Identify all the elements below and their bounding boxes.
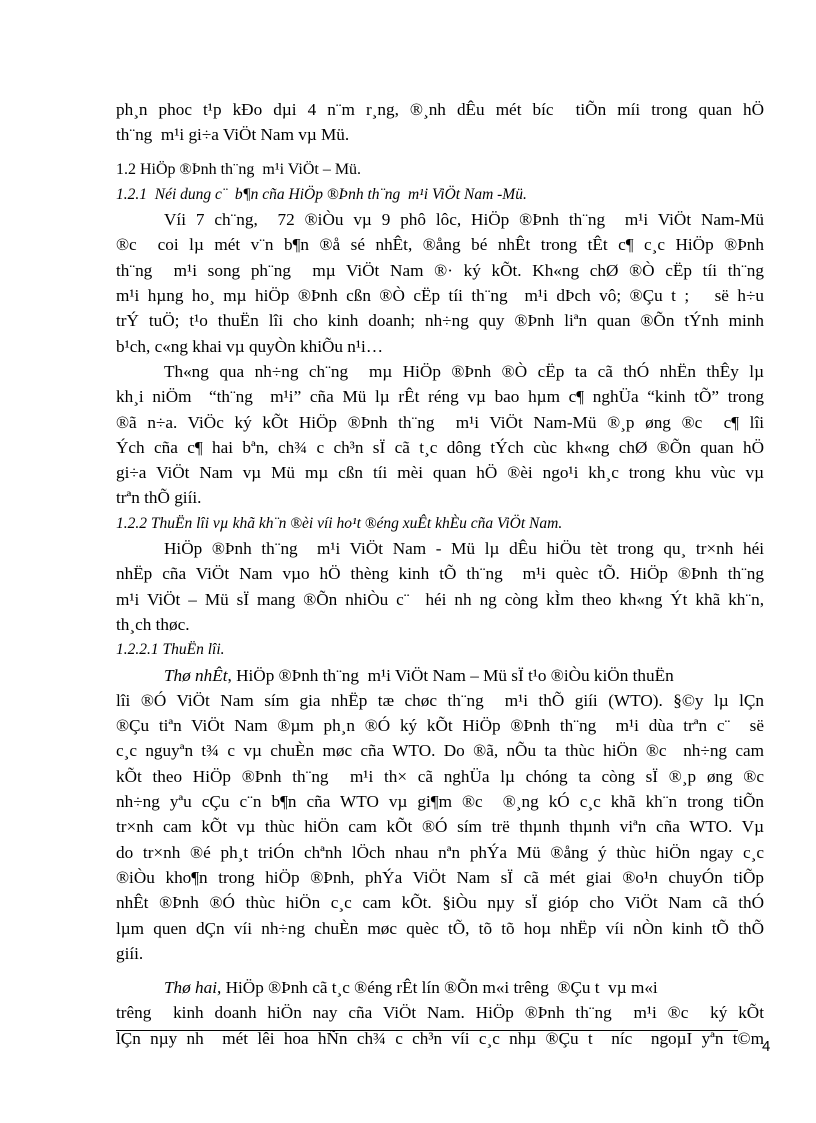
section-heading: 1.2 HiÖp ®Þnh th¨ng m¹i ViÖt – Mü. xyxy=(116,160,362,178)
document-body xyxy=(116,97,764,1051)
paragraph-line: c¸c nguyªn t¾ c vµ chuÈn møc cña WTO. Do ®ã, nÕu ta thùc hiÖn ®c nh÷ng cam xyxy=(116,741,764,761)
paragraph-line: th¨ng m¹i song ph¨ng mµ ViÖt Nam ®· ký kÕt. Kh«ng chØ ®Ò cËp tíi th¨ng xyxy=(116,260,764,280)
paragraph-line: ®c coi lµ mét v¨n b¶n ®å sé nhÊt, ®ång bé nhÊt trong tÊt c¶ c¸c HiÖp ®Þnh xyxy=(116,235,764,255)
paragraph-line: Ých cña c¶ hai bªn, ch¾ c ch³n sÏ cã t¸c dông tÝch cùc kh«ng chØ ®Õn quan hÖ xyxy=(116,437,764,457)
paragraph-line: ®iÒu kho¶n trong hiÖp ®Þnh, phÝa ViÖt Nam sÏ cã mét giai ®o¹n chuyÓn tiÕp xyxy=(116,867,764,887)
subsection-heading: 1.2.2.1 ThuËn lîi. xyxy=(116,641,225,659)
paragraph-line xyxy=(116,663,764,688)
paragraph-line: ph¸n phoc t¹p kÐo dµi 4 n¨m r¸ng, ®¸nh dÊu mét bíc tiÕn míi trong quan hÖ xyxy=(116,100,764,119)
paragraph-line: nhÊt ®Þnh ®Ó thùc hiÖn c¸c cam kÕt. §iÒu nµy sÏ gióp cho ViÖt Nam cã thÓ xyxy=(116,893,764,913)
paragraph-line: trªn thÕ giíi. xyxy=(116,488,202,508)
paragraph-line: b¹ch, c«ng khai vµ quyÒn khiÕu n¹i… xyxy=(116,336,384,356)
paragraph-text: , HiÖp ®Þnh th¨ng m¹i ViÖt Nam – Mü sÏ t¹o ®iÒu kiÖn thuËn xyxy=(227,665,674,685)
paragraph-line: Víi 7 ch¨ng, 72 ®iÒu vµ 9 phô lôc, HiÖp ®Þnh th¨ng m¹i ViÖt Nam-Mü xyxy=(164,210,764,230)
footer-divider xyxy=(116,1030,738,1031)
paragraph-line: do tr×nh ®é ph¸t triÓn chªnh lÖch nhau nªn phÝa Mü ®ång ý thùc hiÖn ngay c¸c xyxy=(116,842,764,862)
paragraph-line: kÕt theo HiÖp ®Þnh th¨ng m¹i th× cã nghÜa lµ chóng ta còng sÏ ®¸p øng ®c xyxy=(116,766,764,786)
paragraph-line xyxy=(116,975,764,1000)
paragraph-line: th¨ng m¹i gi÷a ViÖt Nam vµ Mü. xyxy=(116,125,350,145)
paragraph-line: Th«ng qua nh÷ng ch¨ng mµ HiÖp ®Þnh ®Ò cËp ta cã thÓ nhËn thÊy lµ xyxy=(164,361,764,381)
page-number: 4 xyxy=(762,1038,771,1055)
paragraph-line: nh÷ng yªu cÇu c¨n b¶n cña WTO vµ gi¶m ®c ®¸ng kÓ c¸c khã kh¨n trong tiÕn xyxy=(116,792,764,812)
subsection-heading: 1.2.1 Néi dung c¨ b¶n cña HiÖp ®Þnh th¨ng m¹i ViÖt Nam -Mü. xyxy=(116,185,527,203)
paragraph-line: trêng kinh doanh hiÖn nay cña ViÖt Nam. HiÖp ®Þnh th¨ng m¹i ®c ký kÕt xyxy=(116,1003,764,1023)
paragraph-line: m¹i hµng ho¸ mµ hiÖp ®Þnh cßn ®Ò cËp tíi th¨ng m¹i dÞch vô; ®Çu t ; së h÷u xyxy=(116,286,764,306)
paragraph-line: m¹i ViÖt – Mü sÏ mang ®Õn nhiÒu c¨ héi nh ng còng kÌm theo kh«ng Ýt khã kh¨n, xyxy=(116,589,764,609)
paragraph-line: lµm quen dÇn víi nh÷ng chuÈn møc quèc tÕ, tõ tõ hoµ nhËp víi nÒn kinh tÕ thÕ xyxy=(116,918,764,938)
paragraph-line: HiÖp ®Þnh th¨ng m¹i ViÖt Nam - Mü lµ dÊu hiÖu tèt trong qu¸ tr×nh héi xyxy=(164,539,764,559)
paragraph-line: giíi. xyxy=(116,943,144,963)
paragraph-line: tr×nh cam kÕt vµ thùc hiÖn cam kÕt ®Ó sím trë thµnh thµnh viªn cña WTO. Vµ xyxy=(116,817,764,837)
paragraph-line: lÇn nµy nh mét lêi hoa hÑn ch¾ c ch³n víi c¸c nhµ ®Çu t níc ngoµI yªn t©m xyxy=(116,1028,764,1048)
paragraph-line: kh¸i niÖm “th¨ng m¹i” cña Mü lµ rÊt réng vµ bao hµm c¶ nghÜa “kinh tÕ” trong xyxy=(116,387,764,407)
paragraph-line: th¸ch thøc. xyxy=(116,614,190,634)
paragraph-line: gi÷a ViÖt Nam vµ Mü mµ cßn tíi mèi quan hÖ ®èi ngo¹i kh¸c trong khu vùc vµ xyxy=(116,463,764,483)
paragraph-line: lîi ®Ó ViÖt Nam sím gia nhËp tæ chøc th¨ng m¹i thÕ giíi (WTO). §©y lµ lÇn xyxy=(116,690,764,710)
paragraph-line: trÝ tuÖ; t¹o thuËn lîi cho kinh doanh; nh÷ng quy ®Þnh liªn quan ®Õn tÝnh minh xyxy=(116,311,764,331)
paragraph-line: ®ã n÷a. ViÖc ký kÕt HiÖp ®Þnh th¨ng m¹i ViÖt Nam-Mü ®¸p øng ®c c¶ lîi xyxy=(116,412,764,432)
subsection-heading: 1.2.2 ThuËn lîi vµ khã kh¨n ®èi víi ho¹t ®éng xuÊt khÈu cña ViÖt Nam. xyxy=(116,514,563,532)
emphasis-label: Thø nhÊt xyxy=(164,665,228,685)
paragraph-line: nhËp cña ViÖt Nam vµo hÖ thèng kinh tÕ th¨ng m¹i quèc tÕ. HiÖp ®Þnh th¨ng xyxy=(116,564,764,584)
paragraph-line: ®Çu tiªn ViÖt Nam ®µm ph¸n ®Ó ký kÕt HiÖp ®Þnh th¨ng m¹i dùa trªn c¨ së xyxy=(116,716,764,736)
paragraph-text: , HiÖp ®Þnh cã t¸c ®éng rÊt lín ®Õn m«i trêng ®Çu t vµ m«i xyxy=(217,978,658,998)
emphasis-label: Thø hai xyxy=(164,978,218,998)
